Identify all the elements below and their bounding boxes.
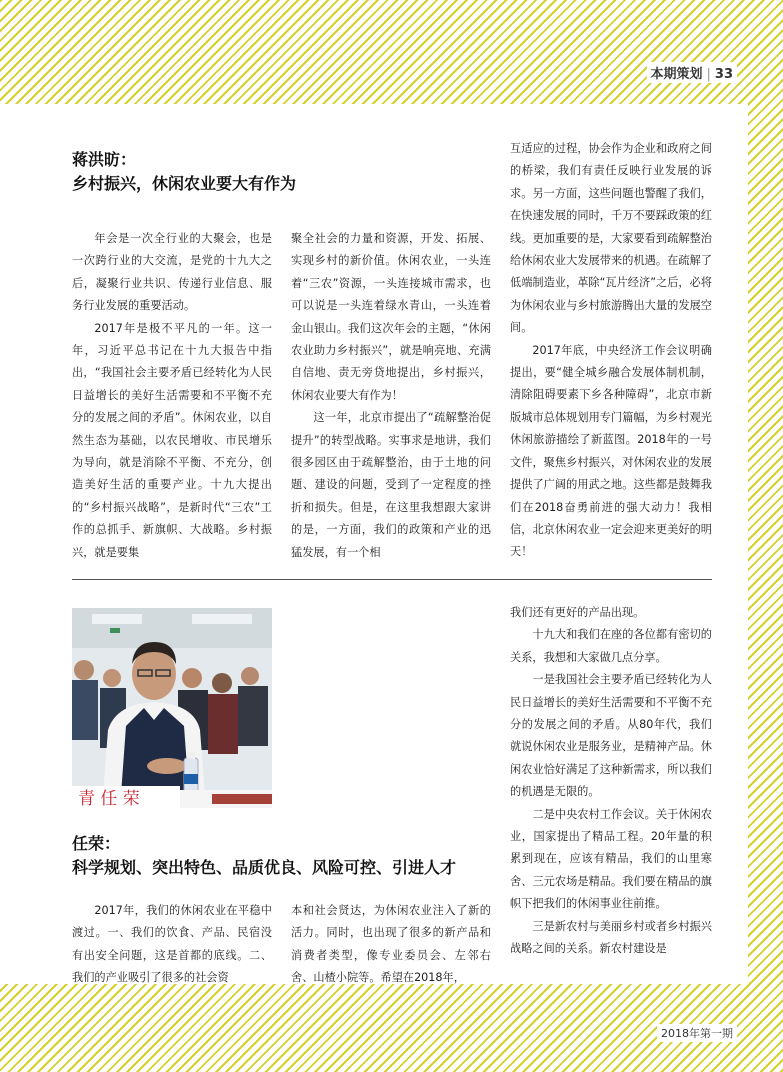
- paragraph: 聚全社会的力量和资源，开发、拓展、实现乡村的新价值。休闲农业，一头连着“三农”资源，一头连接城市需求，也可以说是一头连着绿水青山，一头连着金山银山。我们这次年会的主题，“休闲农业助力乡村振兴”，就是响亮地、充满自信地、责无旁贷地提出，乡村振兴，休闲农业要大有作为！: [291, 232, 491, 402]
- article1-headline: 乡村振兴，休闲农业要大有作为: [72, 174, 297, 193]
- content-panel: [0, 104, 748, 984]
- paragraph: 本和社会贤达，为休闲农业注入了新的活力。同时，也出现了很多的新产品和消费者类型，像专业委员会、左邻右舍、山楂小院等。希望在2018年，: [291, 904, 491, 984]
- article2-column-1: [72, 900, 272, 984]
- paragraph: 二是中央农村工作会议。关于休闲农业，国家提出了精品工程。20年量的积累到现在，应该有精品，我们的山里寒舍、三元农场是精品。我们要在精品的旗帜下把我们的休闲事业往前推。: [510, 807, 712, 911]
- photo-banner-text: 青 任 荣: [78, 789, 140, 808]
- paragraph: 十九大和我们在座的各位都有密切的关系，我想和大家做几点分享。: [510, 628, 712, 664]
- paragraph: 2017年是极不平凡的一年。这一年，习近平总书记在十九大报告中指出，“我国社会主要矛盾已经转化为人民日益增长的美好生活需要和不平衡不充分的发展之间的矛盾”。休闲农业，以自然生态为基础，以农民增收、市民增乐为导向，就是消除不平衡、不充分，创造美好生活的重要产业。十九大提出的“乡村振兴战略”，是新时代“三农”工作的总抓手、新旗帜、大战略。乡村振兴，就是要集: [72, 321, 272, 559]
- paragraph: 这一年，北京市提出了“疏解整治促提升”的转型战略。实事求是地讲，我们很多园区由于疏解整治，由于土地的问题、建设的问题，受到了一定程度的挫折和损失。但是，在这里我想跟大家讲的是，一方面，我们的政策和产业的迅猛发展，有一个相: [291, 411, 491, 559]
- paragraph: 互适应的过程，协会作为企业和政府之间的桥梁，我们有责任反映行业发展的诉求。另一方面，这些问题也警醒了我们，在快速发展的同时，千万不要踩政策的红线。更加重要的是，大家要看到疏解整治给休闲农业大发展带来的机遇。在疏解了低端制造业，革除“瓦片经济”之后，必将为休闲农业与乡村旅游腾出大量的发展空间。: [510, 142, 712, 335]
- article1-title: [72, 148, 492, 196]
- paragraph: 2017年底，中央经济工作会议明确提出，要“健全城乡融合发展体制机制，清除阻碍要素下乡各种障碍”，北京市新版城市总体规划用专门篇幅，为乡村观光休闲旅游描绘了新蓝图。2018年的一号文件，聚焦乡村振兴，对休闲农业的发展提供了广阔的用武之地。这些都是鼓舞我们在2018奋勇前进的强大动力！我相信，北京休闲农业一定会迎来更美好的明天！: [510, 343, 712, 559]
- article1-column-2: [291, 228, 491, 564]
- header-separator: |: [706, 67, 711, 82]
- paragraph: 2017年，我们的休闲农业在平稳中渡过。一、我们的饮食、产品、民宿没有出安全问题，这是首都的底线。二、我们的产业吸引了很多的社会资: [72, 904, 272, 984]
- paragraph: 一是我国社会主要矛盾已经转化为人民日益增长的美好生活需要和不平衡不充分的发展之间的矛盾。从80年代，我们就说休闲农业是服务业，是精神产品。休闲农业恰好满足了这种新需求，所以我们的机遇是无限的。: [510, 673, 712, 799]
- paragraph: 三是新农村与美丽乡村或者乡村振兴战略之间的关系。新农村建设是: [510, 919, 712, 956]
- speaker-photo: [72, 608, 272, 808]
- article2-speaker: 任荣：: [72, 834, 121, 853]
- article2-column-2: [291, 900, 491, 984]
- paragraph: 年会是一次全行业的大聚会，也是一次跨行业的大交流，是党的十九大之后，凝聚行业共识、传递行业信息、服务行业发展的重要活动。: [72, 232, 272, 313]
- section-divider: [72, 579, 712, 580]
- photo-illustration: [72, 608, 272, 808]
- article2-headline: 科学规划、突出特色、品质优良、风险可控、引进人才: [72, 858, 457, 877]
- issue-label: 2018年第一期: [657, 1024, 737, 1042]
- article2-title: [72, 832, 502, 880]
- article1-column-3: [510, 138, 712, 564]
- page-number: 33: [714, 67, 733, 82]
- article1-speaker: 蒋洪昉：: [72, 150, 137, 169]
- paragraph: 我们还有更好的产品出现。: [510, 606, 645, 619]
- section-label: 本期策划: [650, 67, 703, 82]
- article2-column-3: [510, 602, 712, 984]
- page-header: [647, 62, 738, 83]
- article1-column-1: [72, 228, 272, 564]
